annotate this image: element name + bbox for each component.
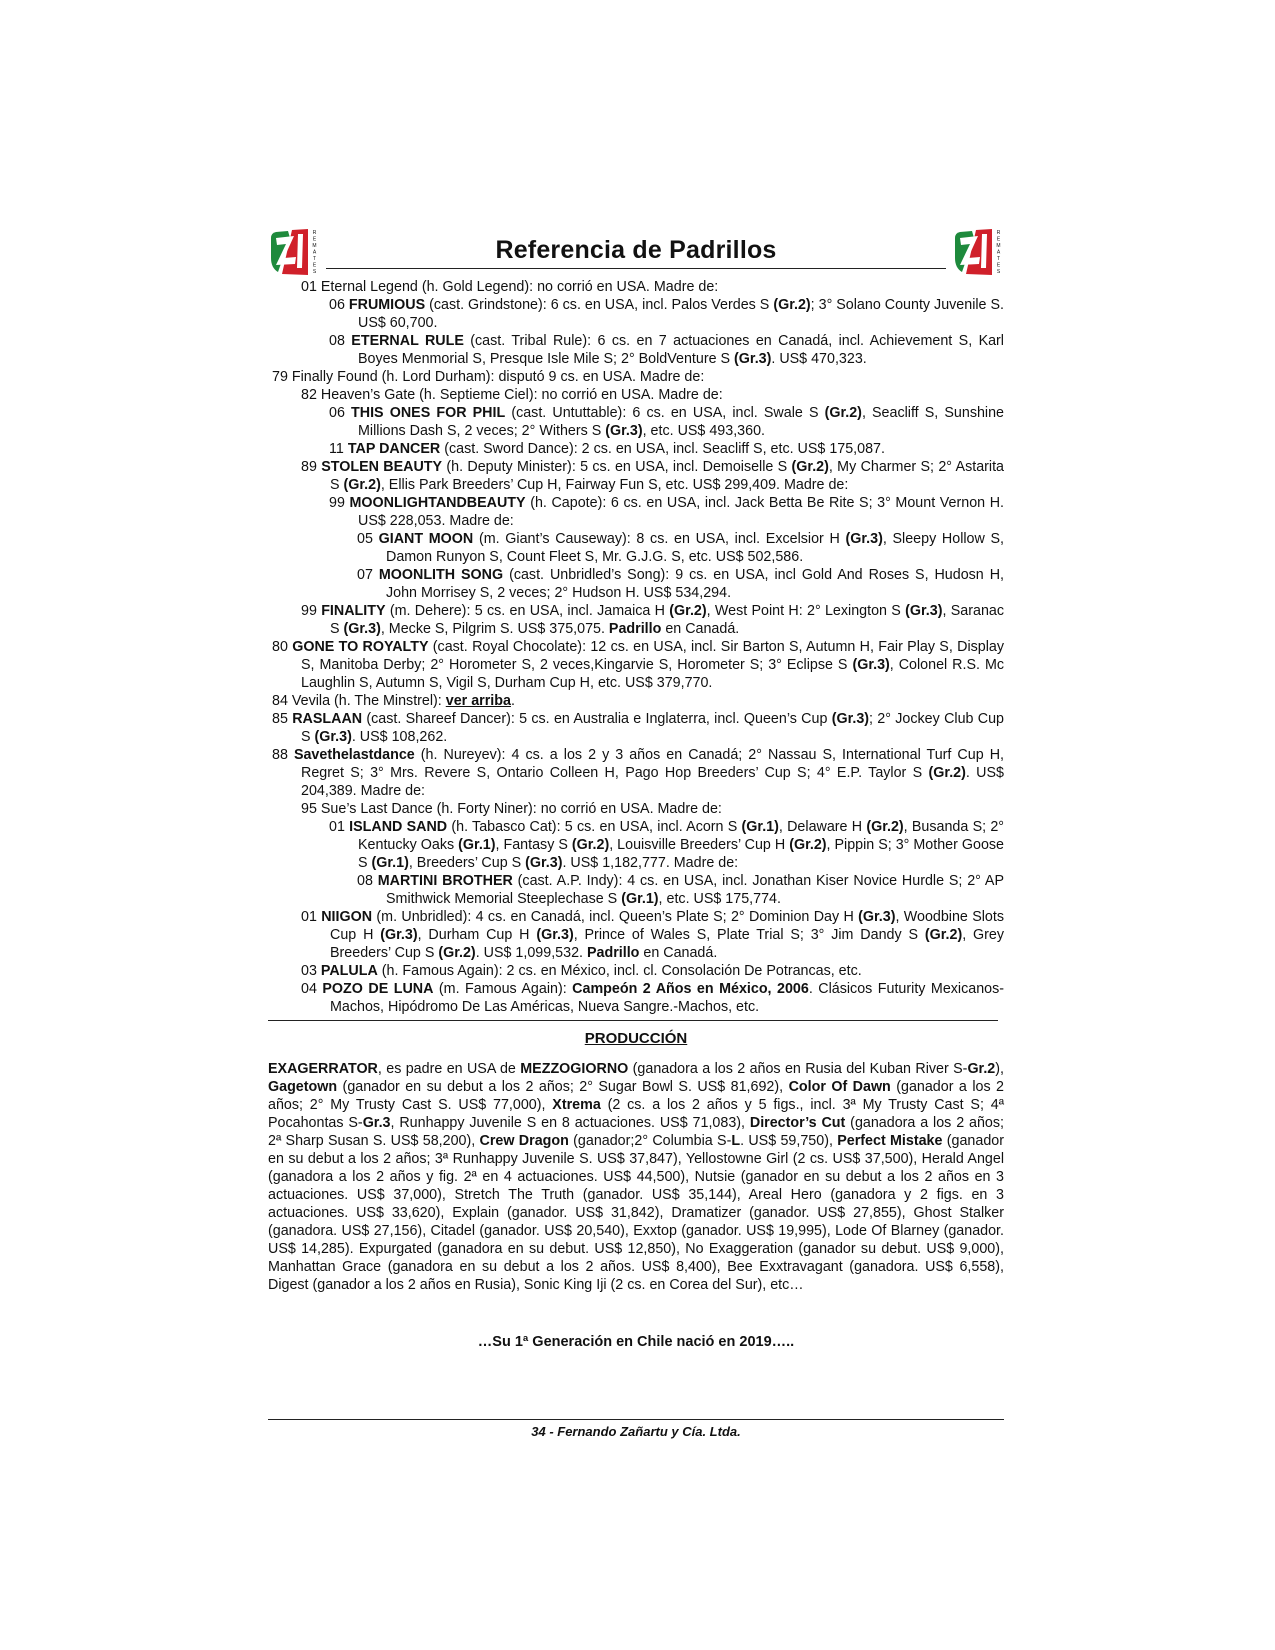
bold-text: STOLEN BEAUTY bbox=[321, 459, 443, 475]
bold-text: Xtrema bbox=[552, 1097, 601, 1113]
bold-text: (Gr.2) bbox=[343, 477, 381, 493]
svg-text:E: E bbox=[996, 236, 1001, 243]
text-run: 85 bbox=[272, 711, 293, 727]
bold-text: EXAGERRATOR bbox=[268, 1061, 378, 1077]
pedigree-entry bbox=[268, 368, 1004, 386]
bold-text: Perfect Mistake bbox=[837, 1133, 943, 1149]
bold-text: (Gr.2) bbox=[773, 297, 811, 313]
bold-text: (Gr.3) bbox=[314, 729, 352, 745]
text-run: . US$ 470,323. bbox=[771, 351, 867, 367]
text-run: 99 bbox=[301, 603, 322, 619]
bold-text: MOONLIGHTANDBEAUTY bbox=[349, 495, 526, 511]
text-run: , Saranac S bbox=[330, 603, 1004, 637]
pedigree-entry bbox=[268, 800, 1004, 818]
text-run: 05 bbox=[357, 531, 379, 547]
text-run: , etc. US$ 493,360. bbox=[642, 423, 766, 439]
page-footer: 34 - Fernando Zañartu y Cía. Ltda. bbox=[531, 1424, 741, 1439]
text-run: 99 bbox=[329, 495, 350, 511]
text-run: 11 bbox=[329, 441, 348, 457]
text-run: , Pippin S; 3° Mother Goose S bbox=[358, 837, 1005, 871]
bold-text: (Gr.2) bbox=[791, 459, 829, 475]
bold-text: (Gr.3) bbox=[905, 603, 943, 619]
text-run: (m. Unbridled): 4 cs. en Canadá, incl. Queen’s Plate S; 2° Dominion Day H bbox=[372, 909, 859, 925]
bold-text: FRUMIOUS bbox=[348, 297, 426, 313]
svg-text:S: S bbox=[996, 269, 1001, 275]
bold-text: Gr.3 bbox=[362, 1115, 391, 1131]
bold-text: TAP DANCER bbox=[347, 441, 441, 457]
bold-text: MOONLITH SONG bbox=[378, 567, 504, 583]
text-run: , My Charmer S; 2° Astarita S bbox=[330, 459, 1005, 493]
bold-text: (Gr.3) bbox=[831, 711, 870, 727]
pedigree-entry bbox=[268, 386, 1004, 404]
text-run: 01 Eternal Legend (h. Gold Legend): no corrió en USA. Madre de: bbox=[301, 279, 719, 295]
production-title: PRODUCCIÓN bbox=[584, 1030, 688, 1047]
bold-text: (Gr.1) bbox=[458, 837, 496, 853]
text-run: , Durham Cup H bbox=[417, 927, 537, 943]
text-run: , Prince of Wales S, Plate Trial S; 3° Jim Dandy S bbox=[573, 927, 925, 943]
text-run: (m. Giant’s Causeway): 8 cs. en USA, incl. Excelsior H bbox=[473, 531, 846, 547]
bold-text: Color Of Dawn bbox=[788, 1079, 891, 1095]
text-run: 01 bbox=[301, 909, 322, 925]
bold-text: (Gr.3) bbox=[858, 909, 896, 925]
bold-text: ISLAND SAND bbox=[349, 819, 448, 835]
svg-text:R: R bbox=[312, 230, 317, 236]
text-run: . US$ 108,262. bbox=[351, 729, 448, 745]
text-run: (h. Tabasco Cat): 5 cs. en USA, incl. Acorn S bbox=[447, 819, 742, 835]
bold-text: Gr.2 bbox=[967, 1061, 996, 1077]
bold-text: Padrillo bbox=[608, 621, 662, 637]
text-run: ; 2° Jockey Club Cup S bbox=[301, 711, 1004, 745]
text-run: , etc. US$ 175,774. bbox=[658, 891, 781, 907]
text-run: en Canadá. bbox=[661, 621, 740, 637]
pedigree-entry bbox=[268, 440, 1004, 458]
bold-text: Director’s Cut bbox=[749, 1115, 846, 1131]
text-run: 08 bbox=[329, 333, 352, 349]
bold-text: PALULA bbox=[320, 963, 378, 979]
bold-text: (Gr.3) bbox=[734, 351, 772, 367]
pedigree-entry bbox=[268, 458, 1004, 494]
bold-text: (Gr.2) bbox=[669, 603, 707, 619]
pedigree-entry bbox=[268, 692, 1004, 710]
bold-text: (Gr.3) bbox=[605, 423, 643, 439]
text-run: (m. Famous Again): bbox=[433, 981, 573, 997]
text-run: 88 bbox=[272, 747, 294, 763]
bold-text: (Gr.3) bbox=[525, 855, 563, 871]
text-run: , Busanda S; 2° Kentucky Oaks bbox=[358, 819, 1005, 853]
pedigree-entry bbox=[268, 494, 1004, 530]
text-run: (cast. Tribal Rule): 6 cs. en 7 actuaciones en Canadá, incl. Achievement S, Karl Boyes Menmorial S, Presque Isle Mile S; 2° BoldVenture S bbox=[358, 333, 1004, 367]
footer-rule bbox=[268, 1419, 1004, 1420]
svg-text:E: E bbox=[312, 236, 317, 243]
svg-text:M: M bbox=[996, 243, 1001, 249]
text-run: (ganador en su debut a los 2 años; 3ª Runhappy Juvenile S. US$ 37,847), Yellostowne Girl (2 cs. US$ 37,500), Herald Angel (ganadora a los 2 años y fig. 2ª en 4 actuaciones. US$ 44,500), Nutsie (ganador en su debut a los 2 años en 3 actuaciones. US$ 37,000), Stretch The Truth (ganador. US$ 35,144), Areal Hero (ganadora y 2 figs. en 3 actuaciones. US$ 33,620), Explain (ganador. US$ 31,842), Dramatizer (ganador. US$ 27,855), Ghost Stalker (ganadora. US$ 27,156), Citadel (ganador. US$ 20,540), Exxtop (ganador. US$ 19,995), Lode Of Blarney (ganador. US$ 14,285). Expurgated (ganadora en su debut. US$ 12,850), No Exaggeration (ganador su debut. US$ 9,000), Manhattan Grace (ganadora en su debut a los 2 años. US$ 8,400), Bee Exxtravagant (ganadora. US$ 6,558), Digest (ganador a los 2 años en Rusia), Sonic King Iji (2 cs. en Corea del Sur), etc… bbox=[268, 1133, 1005, 1293]
text-run: (2 cs. a los 2 años y 5 figs., incl. 3ª My Trusty Cast S; 4ª Pocahontas S- bbox=[268, 1097, 1004, 1131]
bold-text: (Gr.3) bbox=[845, 531, 883, 547]
bold-text: POZO DE LUNA bbox=[322, 981, 434, 997]
text-run: 95 Sue’s Last Dance (h. Forty Niner): no corrió en USA. Madre de: bbox=[301, 801, 722, 817]
text-run: , es padre en USA de bbox=[377, 1061, 521, 1077]
pedigree-entry bbox=[268, 746, 1004, 800]
bold-text: (Gr.3) bbox=[380, 927, 418, 943]
text-run: , Mecke S, Pilgrim S. US$ 375,075. bbox=[380, 621, 609, 637]
text-run: . bbox=[510, 693, 515, 709]
text-run: , Ellis Park Breeders’ Cup H, Fairway Fun S, etc. US$ 299,409. Madre de: bbox=[380, 477, 849, 493]
zl-remates-logo bbox=[268, 228, 320, 276]
text-run: , Sleepy Hollow S, Damon Runyon S, Count Fleet S, Mr. G.J.G. S, etc. US$ 502,586. bbox=[386, 531, 1005, 565]
bold-text: Gagetown bbox=[268, 1079, 338, 1095]
title-underline bbox=[326, 268, 946, 269]
text-run: 08 bbox=[357, 873, 378, 889]
text-run: en Canadá. bbox=[639, 945, 718, 961]
text-run: (h. Nureyev): 4 cs. a los 2 y 3 años en Canadá; 2° Nassau S, International Turf Cup H, Regret S; 3° Mrs. Revere S, Ontario Colleen H, Pago Hop Breeders’ Cup S; 4° E.P. Taylor S bbox=[301, 747, 1004, 781]
cross-reference-link[interactable]: ver arriba bbox=[445, 693, 511, 709]
section-divider bbox=[268, 1020, 998, 1021]
bold-text: RASLAAN bbox=[292, 711, 363, 727]
text-run: . US$ 59,750), bbox=[740, 1133, 838, 1149]
bold-text: Crew Dragon bbox=[479, 1133, 569, 1149]
pedigree-entry bbox=[268, 908, 1004, 962]
text-run: 80 bbox=[272, 639, 293, 655]
svg-text:S: S bbox=[312, 269, 317, 275]
bold-text: (Gr.2) bbox=[928, 765, 966, 781]
text-run: , Grey Breeders’ Cup S bbox=[330, 927, 1005, 961]
text-run: (ganador a los 2 años; 2° My Trusty Cast S. US$ 77,000), bbox=[268, 1079, 1004, 1113]
text-run: 03 bbox=[301, 963, 321, 979]
text-run: (cast. Unbridled’s Song): 9 cs. en USA, incl Gold And Roses S, Hudosn H, John Morrisey S, 2 veces; 2° Hudson H. US$ 534,294. bbox=[386, 567, 1004, 601]
text-run: ), bbox=[995, 1061, 1004, 1077]
bold-text: Campeón 2 Años en México, 2006 bbox=[572, 981, 809, 997]
pedigree-entries bbox=[268, 278, 1004, 1016]
text-run: (cast. Grindstone): 6 cs. en USA, incl. Palos Verdes S bbox=[425, 297, 774, 313]
bold-text: (Gr.1) bbox=[621, 891, 659, 907]
generation-note: …Su 1ª Generación en Chile nació en 2019….. bbox=[477, 1334, 795, 1350]
svg-text:E: E bbox=[996, 262, 1001, 269]
svg-text:A: A bbox=[312, 249, 317, 256]
svg-text:R: R bbox=[996, 230, 1001, 236]
pedigree-entry bbox=[268, 710, 1004, 746]
text-run: . Clásicos Futurity Mexicanos-Machos, Hipódromo De Las Américas, Nueva Sangre.-Machos, etc. bbox=[330, 981, 1005, 1015]
text-run: (cast. Sword Dance): 2 cs. en USA, incl. Seacliff S, etc. US$ 175,087. bbox=[440, 441, 885, 457]
bold-text: Savethelastdance bbox=[293, 747, 415, 763]
zl-remates-logo-right bbox=[952, 228, 1004, 276]
text-run: (ganador;2° Columbia S- bbox=[568, 1133, 732, 1149]
text-run: . US$ 1,182,777. Madre de: bbox=[562, 855, 739, 871]
text-run: (cast. A.P. Indy): 4 cs. en USA, incl. Jonathan Kiser Novice Hurdle S; 2° AP Smithwick Memorial Steeplechase S bbox=[386, 873, 1004, 907]
bold-text: L bbox=[731, 1133, 741, 1149]
svg-text:M: M bbox=[312, 243, 317, 249]
text-run: 79 Finally Found (h. Lord Durham): disputó 9 cs. en USA. Madre de: bbox=[272, 369, 705, 385]
text-run: (cast. Royal Chocolate): 12 cs. en USA, incl. Sir Barton S, Autumn H, Fair Play S, Display S, Manitoba Derby; 2° Horometer S, 2 veces,Kingarvie S, Horometer S; 3° Eclipse S bbox=[301, 639, 1004, 673]
pedigree-entry bbox=[268, 566, 1004, 602]
bold-text: FINALITY bbox=[321, 603, 386, 619]
text-run: 06 bbox=[329, 297, 349, 313]
pedigree-entry bbox=[268, 872, 1004, 908]
text-run: , Seacliff S, Sunshine Millions Dash S, 2 veces; 2° Withers S bbox=[358, 405, 1005, 439]
page bbox=[268, 228, 1004, 1350]
bold-text: (Gr.2) bbox=[438, 945, 476, 961]
bold-text: Padrillo bbox=[586, 945, 640, 961]
bold-text: (Gr.2) bbox=[571, 837, 610, 853]
text-run: (m. Dehere): 5 cs. en USA, incl. Jamaica H bbox=[385, 603, 670, 619]
text-run: , West Point H: 2° Lexington S bbox=[706, 603, 906, 619]
text-run: , Louisville Breeders’ Cup H bbox=[609, 837, 790, 853]
text-run: , Runhappy Juvenile S en 8 actuaciones. US$ 71,083), bbox=[390, 1115, 750, 1131]
text-run: , Breeders’ Cup S bbox=[408, 855, 526, 871]
text-run: 06 bbox=[329, 405, 352, 421]
text-run: (h. Deputy Minister): 5 cs. en USA, incl. Demoiselle S bbox=[442, 459, 792, 475]
text-run: 01 bbox=[329, 819, 350, 835]
text-run: (cast. Untuttable): 6 cs. en USA, incl. Swale S bbox=[505, 405, 825, 421]
production-paragraph bbox=[268, 1060, 1004, 1294]
bold-text: (Gr.1) bbox=[741, 819, 779, 835]
bold-text: GONE TO ROYALTY bbox=[292, 639, 429, 655]
text-run: 89 bbox=[301, 459, 322, 475]
svg-text:T: T bbox=[996, 256, 1001, 262]
text-run: . US$ 1,099,532. bbox=[475, 945, 587, 961]
pedigree-entry bbox=[268, 296, 1004, 332]
bold-text: THIS ONES FOR PHIL bbox=[351, 405, 506, 421]
text-run: (ganadora a los 2 años en Rusia del Kuban River S- bbox=[628, 1061, 968, 1077]
text-run: 84 Vevila (h. The Minstrel): bbox=[272, 693, 446, 709]
bold-text: (Gr.2) bbox=[866, 819, 904, 835]
text-run: , Colonel R.S. Mc Laughlin S, Autumn S, Vigil S, Durham Cup H, etc. US$ 379,770. bbox=[301, 657, 1005, 691]
pedigree-entry bbox=[268, 530, 1004, 566]
bold-text: (Gr.3) bbox=[536, 927, 574, 943]
bold-text: (Gr.2) bbox=[789, 837, 827, 853]
text-run: (h. Capote): 6 cs. en USA, incl. Jack Betta Be Rite S; 3° Mount Vernon H. US$ 228,053. Madre de: bbox=[358, 495, 1005, 529]
text-run: 04 bbox=[301, 981, 323, 997]
page-title: Referencia de Padrillos bbox=[495, 236, 777, 264]
pedigree-entry bbox=[268, 404, 1004, 440]
text-run: , Delaware H bbox=[778, 819, 867, 835]
pedigree-entry bbox=[268, 638, 1004, 692]
text-run: (ganadora a los 2 años; 2ª Sharp Susan S. US$ 58,200), bbox=[268, 1115, 1004, 1149]
text-run: ; 3° Solano County Juvenile S. US$ 60,700. bbox=[358, 297, 1004, 331]
text-run: (h. Famous Again): 2 cs. en México, incl. cl. Consolación De Potrancas, etc. bbox=[377, 963, 862, 979]
text-run: 82 Heaven’s Gate (h. Septieme Ciel): no corrió en USA. Madre de: bbox=[301, 387, 723, 403]
bold-text: MEZZOGIORNO bbox=[520, 1061, 629, 1077]
svg-text:T: T bbox=[312, 256, 317, 262]
pedigree-entry bbox=[268, 602, 1004, 638]
pedigree-entry bbox=[268, 980, 1004, 1016]
text-run: . US$ 204,389. Madre de: bbox=[301, 765, 1004, 799]
page-header bbox=[268, 228, 1004, 278]
bold-text: GIANT MOON bbox=[378, 531, 474, 547]
pedigree-entry bbox=[268, 962, 1004, 980]
bold-text: (Gr.3) bbox=[852, 657, 890, 673]
text-run: (cast. Shareef Dancer): 5 cs. en Australia e Inglaterra, incl. Queen’s Cup bbox=[362, 711, 832, 727]
pedigree-entry bbox=[268, 818, 1004, 872]
bold-text: (Gr.3) bbox=[343, 621, 381, 637]
text-run: , Woodbine Slots Cup H bbox=[330, 909, 1004, 943]
bold-text: ETERNAL RULE bbox=[351, 333, 464, 349]
text-run: 07 bbox=[357, 567, 379, 583]
bold-text: NIIGON bbox=[321, 909, 373, 925]
text-run: (ganador en su debut a los 2 años; 2° Sugar Bowl S. US$ 81,692), bbox=[337, 1079, 789, 1095]
pedigree-entry bbox=[268, 332, 1004, 368]
bold-text: (Gr.2) bbox=[924, 927, 963, 943]
bold-text: (Gr.1) bbox=[371, 855, 409, 871]
svg-text:E: E bbox=[312, 262, 317, 269]
bold-text: (Gr.2) bbox=[824, 405, 862, 421]
svg-text:A: A bbox=[996, 249, 1001, 256]
text-run: , Fantasy S bbox=[495, 837, 572, 853]
pedigree-entry bbox=[268, 278, 1004, 296]
bold-text: MARTINI BROTHER bbox=[377, 873, 513, 889]
